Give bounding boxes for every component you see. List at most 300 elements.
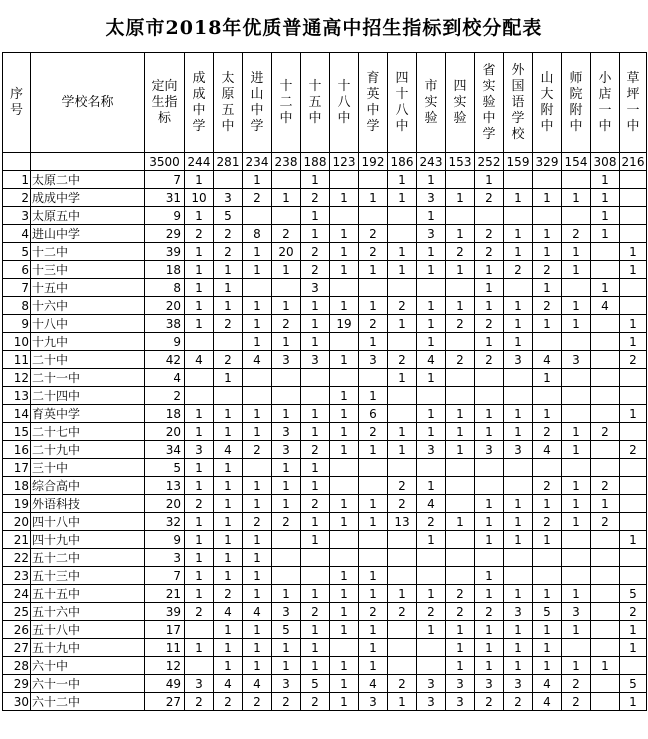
row-cell <box>562 567 591 585</box>
row-cell <box>620 513 647 531</box>
header-school-8: 四十八中 <box>388 53 417 153</box>
row-cell: 1 <box>243 621 272 639</box>
row-cell <box>533 333 562 351</box>
table-row <box>3 315 647 333</box>
row-cell: 1 <box>330 225 359 243</box>
row-cell: 1 <box>301 225 330 243</box>
row-cell: 1 <box>591 225 620 243</box>
row-seq: 8 <box>3 297 31 315</box>
row-cell: 1 <box>185 477 214 495</box>
row-cell <box>330 477 359 495</box>
row-cell <box>620 387 647 405</box>
row-cell: 2 <box>272 693 301 711</box>
row-cell: 1 <box>185 243 214 261</box>
row-cell: 3 <box>272 675 301 693</box>
row-cell <box>243 459 272 477</box>
row-cell <box>620 171 647 189</box>
row-cell: 1 <box>533 495 562 513</box>
header-school-16: 草坪一中 <box>620 53 647 153</box>
row-cell <box>591 441 620 459</box>
row-cell <box>446 207 475 225</box>
row-cell <box>330 171 359 189</box>
row-cell: 1 <box>475 297 504 315</box>
row-cell: 2 <box>417 513 446 531</box>
row-cell: 2 <box>214 243 243 261</box>
row-cell: 1 <box>446 657 475 675</box>
row-cell: 1 <box>562 585 591 603</box>
row-cell: 1 <box>562 261 591 279</box>
row-cell <box>591 567 620 585</box>
row-cell <box>330 279 359 297</box>
row-cell <box>330 639 359 657</box>
row-school-name: 六十中 <box>31 657 145 675</box>
row-cell: 1 <box>301 423 330 441</box>
row-cell: 1 <box>301 315 330 333</box>
row-cell: 3 <box>272 441 301 459</box>
row-cell: 2 <box>214 351 243 369</box>
row-cell: 1 <box>417 369 446 387</box>
row-cell: 3 <box>417 675 446 693</box>
row-cell <box>330 459 359 477</box>
row-cell: 1 <box>446 513 475 531</box>
row-cell <box>591 405 620 423</box>
row-cell: 4 <box>533 351 562 369</box>
row-cell <box>301 567 330 585</box>
row-cell <box>446 279 475 297</box>
row-cell: 2 <box>446 351 475 369</box>
row-cell: 2 <box>562 225 591 243</box>
row-cell <box>475 387 504 405</box>
row-cell <box>562 279 591 297</box>
row-cell: 2 <box>475 189 504 207</box>
row-cell: 1 <box>185 423 214 441</box>
row-cell: 1 <box>417 585 446 603</box>
row-cell: 1 <box>562 423 591 441</box>
row-school-name: 五十三中 <box>31 567 145 585</box>
row-school-name: 六十一中 <box>31 675 145 693</box>
row-cell: 1 <box>214 405 243 423</box>
row-cell: 1 <box>359 387 388 405</box>
row-cell: 2 <box>475 315 504 333</box>
row-school-name: 十二中 <box>31 243 145 261</box>
row-cell: 1 <box>330 351 359 369</box>
row-school-name: 太原五中 <box>31 207 145 225</box>
row-cell: 1 <box>301 477 330 495</box>
total-school-1: 244 <box>185 153 214 171</box>
row-cell <box>591 531 620 549</box>
row-cell: 1 <box>243 405 272 423</box>
row-cell <box>388 567 417 585</box>
row-cell: 1 <box>330 297 359 315</box>
row-cell: 1 <box>359 567 388 585</box>
row-cell: 1 <box>330 675 359 693</box>
row-quota: 29 <box>145 225 185 243</box>
row-seq: 14 <box>3 405 31 423</box>
row-cell: 1 <box>272 261 301 279</box>
row-cell: 2 <box>359 423 388 441</box>
row-cell: 2 <box>388 675 417 693</box>
row-cell: 1 <box>504 621 533 639</box>
total-school-9: 243 <box>417 153 446 171</box>
row-cell: 1 <box>417 261 446 279</box>
row-cell: 1 <box>388 315 417 333</box>
header-school-3: 进山中学 <box>243 53 272 153</box>
row-cell: 1 <box>562 441 591 459</box>
row-cell: 1 <box>330 621 359 639</box>
row-cell: 1 <box>504 657 533 675</box>
row-cell: 1 <box>475 171 504 189</box>
row-quota: 2 <box>145 387 185 405</box>
row-cell: 1 <box>214 639 243 657</box>
row-cell: 3 <box>272 351 301 369</box>
row-cell: 2 <box>591 477 620 495</box>
table-row <box>3 621 647 639</box>
row-cell: 1 <box>446 261 475 279</box>
row-cell: 1 <box>330 693 359 711</box>
row-cell: 1 <box>301 621 330 639</box>
row-cell <box>417 639 446 657</box>
row-cell: 8 <box>243 225 272 243</box>
row-cell <box>562 639 591 657</box>
row-cell <box>359 171 388 189</box>
row-cell: 1 <box>533 189 562 207</box>
page-title: 太原市2018年优质普通高中招生指标到校分配表 <box>105 16 543 39</box>
row-school-name: 十五中 <box>31 279 145 297</box>
row-cell <box>591 459 620 477</box>
row-cell: 1 <box>272 405 301 423</box>
row-quota: 34 <box>145 441 185 459</box>
table-row <box>3 405 647 423</box>
totals-blank <box>3 153 31 171</box>
row-cell: 2 <box>504 693 533 711</box>
row-cell <box>446 369 475 387</box>
row-cell: 1 <box>243 531 272 549</box>
row-cell: 1 <box>214 567 243 585</box>
row-cell: 1 <box>533 369 562 387</box>
row-cell <box>185 657 214 675</box>
row-cell: 1 <box>388 423 417 441</box>
row-school-name: 十三中 <box>31 261 145 279</box>
row-cell <box>446 171 475 189</box>
row-cell: 1 <box>388 585 417 603</box>
row-cell <box>359 531 388 549</box>
row-cell <box>417 549 446 567</box>
row-cell <box>562 369 591 387</box>
row-cell: 20 <box>272 243 301 261</box>
row-school-name: 育英中学 <box>31 405 145 423</box>
row-cell <box>562 387 591 405</box>
row-cell: 1 <box>330 657 359 675</box>
row-cell: 10 <box>185 189 214 207</box>
row-cell: 2 <box>417 603 446 621</box>
row-quota: 7 <box>145 567 185 585</box>
row-cell: 2 <box>533 297 562 315</box>
row-cell <box>243 279 272 297</box>
row-cell <box>620 225 647 243</box>
row-cell: 1 <box>533 243 562 261</box>
row-cell: 1 <box>475 405 504 423</box>
allocation-table <box>2 52 647 711</box>
row-cell: 1 <box>330 441 359 459</box>
row-cell <box>562 333 591 351</box>
row-school-name: 十六中 <box>31 297 145 315</box>
row-cell: 1 <box>591 189 620 207</box>
row-cell: 1 <box>243 639 272 657</box>
row-cell: 1 <box>475 657 504 675</box>
row-cell: 1 <box>301 207 330 225</box>
row-cell <box>446 567 475 585</box>
row-cell <box>562 531 591 549</box>
row-cell: 1 <box>417 297 446 315</box>
row-cell: 1 <box>185 513 214 531</box>
header-school-6: 十八中 <box>330 53 359 153</box>
row-cell: 1 <box>620 315 647 333</box>
row-cell: 1 <box>301 639 330 657</box>
row-cell: 1 <box>388 189 417 207</box>
row-cell: 1 <box>214 549 243 567</box>
row-cell: 1 <box>330 189 359 207</box>
row-seq: 3 <box>3 207 31 225</box>
row-cell: 1 <box>504 639 533 657</box>
row-seq: 5 <box>3 243 31 261</box>
table-row <box>3 477 647 495</box>
row-cell: 1 <box>243 297 272 315</box>
row-cell: 1 <box>591 207 620 225</box>
row-cell: 3 <box>504 441 533 459</box>
row-cell <box>504 279 533 297</box>
row-cell: 2 <box>272 225 301 243</box>
row-cell: 2 <box>475 243 504 261</box>
row-cell <box>243 207 272 225</box>
row-quota: 20 <box>145 297 185 315</box>
row-cell: 2 <box>301 243 330 261</box>
row-cell: 2 <box>301 495 330 513</box>
row-cell: 2 <box>388 603 417 621</box>
row-cell <box>504 369 533 387</box>
total-school-15: 308 <box>591 153 620 171</box>
row-cell <box>417 459 446 477</box>
row-cell <box>620 567 647 585</box>
row-cell <box>388 639 417 657</box>
row-cell: 1 <box>301 531 330 549</box>
row-cell <box>359 207 388 225</box>
table-row <box>3 351 647 369</box>
row-cell: 5 <box>301 675 330 693</box>
row-cell <box>504 549 533 567</box>
row-cell: 1 <box>272 333 301 351</box>
row-cell: 1 <box>533 225 562 243</box>
row-cell: 2 <box>301 603 330 621</box>
header-school-1: 成成中学 <box>185 53 214 153</box>
row-quota: 12 <box>145 657 185 675</box>
row-cell: 2 <box>243 441 272 459</box>
row-cell: 2 <box>504 261 533 279</box>
row-quota: 20 <box>145 495 185 513</box>
row-cell <box>272 369 301 387</box>
row-cell: 1 <box>504 225 533 243</box>
row-cell: 2 <box>388 297 417 315</box>
row-cell: 1 <box>330 387 359 405</box>
total-school-2: 281 <box>214 153 243 171</box>
row-cell <box>417 279 446 297</box>
row-school-name: 太原二中 <box>31 171 145 189</box>
row-cell <box>504 477 533 495</box>
row-cell: 1 <box>475 513 504 531</box>
row-cell: 2 <box>243 189 272 207</box>
row-seq: 13 <box>3 387 31 405</box>
row-quota: 3 <box>145 549 185 567</box>
row-seq: 4 <box>3 225 31 243</box>
row-cell <box>388 657 417 675</box>
row-school-name: 十九中 <box>31 333 145 351</box>
row-cell: 1 <box>243 495 272 513</box>
row-cell <box>620 279 647 297</box>
row-cell: 1 <box>359 189 388 207</box>
row-seq: 19 <box>3 495 31 513</box>
row-cell: 1 <box>562 477 591 495</box>
row-cell <box>620 369 647 387</box>
row-cell <box>533 567 562 585</box>
table-row <box>3 459 647 477</box>
row-seq: 20 <box>3 513 31 531</box>
table-row <box>3 495 647 513</box>
row-cell <box>446 531 475 549</box>
table-row <box>3 387 647 405</box>
row-cell <box>359 279 388 297</box>
row-cell: 1 <box>504 531 533 549</box>
row-cell <box>446 333 475 351</box>
table-row <box>3 261 647 279</box>
row-cell: 4 <box>243 675 272 693</box>
row-cell: 3 <box>417 693 446 711</box>
row-seq: 2 <box>3 189 31 207</box>
row-quota: 13 <box>145 477 185 495</box>
row-cell: 1 <box>475 531 504 549</box>
header-school-15: 小店一中 <box>591 53 620 153</box>
row-cell: 1 <box>214 513 243 531</box>
row-cell <box>185 369 214 387</box>
row-seq: 26 <box>3 621 31 639</box>
row-cell: 1 <box>301 405 330 423</box>
row-cell <box>562 549 591 567</box>
row-cell: 2 <box>214 693 243 711</box>
row-cell: 2 <box>243 693 272 711</box>
row-cell: 5 <box>533 603 562 621</box>
row-school-name: 四十九中 <box>31 531 145 549</box>
header-quota: 定向生指标 <box>145 53 185 153</box>
row-cell <box>185 621 214 639</box>
row-school-name: 二十七中 <box>31 423 145 441</box>
row-cell: 1 <box>330 513 359 531</box>
row-cell: 1 <box>359 333 388 351</box>
row-cell: 1 <box>620 531 647 549</box>
table-row <box>3 513 647 531</box>
total-school-6: 123 <box>330 153 359 171</box>
row-seq: 17 <box>3 459 31 477</box>
total-school-7: 192 <box>359 153 388 171</box>
row-cell: 2 <box>562 675 591 693</box>
row-cell <box>591 387 620 405</box>
row-cell <box>446 549 475 567</box>
row-school-name: 五十九中 <box>31 639 145 657</box>
row-cell: 1 <box>301 171 330 189</box>
row-cell: 19 <box>330 315 359 333</box>
row-cell <box>620 297 647 315</box>
table-row <box>3 297 647 315</box>
row-seq: 9 <box>3 315 31 333</box>
row-cell <box>272 171 301 189</box>
row-cell: 1 <box>562 495 591 513</box>
row-cell <box>475 549 504 567</box>
row-cell <box>591 693 620 711</box>
table-row <box>3 369 647 387</box>
row-cell: 2 <box>301 189 330 207</box>
row-cell: 1 <box>446 189 475 207</box>
row-school-name: 三十中 <box>31 459 145 477</box>
header-row <box>3 53 647 153</box>
row-cell: 4 <box>417 495 446 513</box>
total-school-16: 216 <box>620 153 647 171</box>
row-cell: 1 <box>272 585 301 603</box>
row-cell: 2 <box>388 495 417 513</box>
row-cell: 1 <box>417 333 446 351</box>
total-school-10: 153 <box>446 153 475 171</box>
row-cell: 1 <box>446 639 475 657</box>
row-cell <box>301 387 330 405</box>
row-cell: 1 <box>243 657 272 675</box>
row-quota: 42 <box>145 351 185 369</box>
row-cell: 1 <box>417 477 446 495</box>
table-row <box>3 423 647 441</box>
row-cell: 1 <box>475 333 504 351</box>
row-cell <box>591 261 620 279</box>
table-row <box>3 549 647 567</box>
row-cell <box>330 369 359 387</box>
row-seq: 10 <box>3 333 31 351</box>
row-cell <box>620 495 647 513</box>
row-seq: 21 <box>3 531 31 549</box>
row-cell: 2 <box>214 225 243 243</box>
header-school-11: 省实验中学 <box>475 53 504 153</box>
table-row <box>3 603 647 621</box>
row-quota: 9 <box>145 333 185 351</box>
row-cell <box>359 459 388 477</box>
row-school-name: 综合高中 <box>31 477 145 495</box>
row-school-name: 二十一中 <box>31 369 145 387</box>
row-cell: 4 <box>214 603 243 621</box>
row-seq: 22 <box>3 549 31 567</box>
row-cell: 2 <box>185 495 214 513</box>
table-row <box>3 225 647 243</box>
row-cell: 1 <box>185 297 214 315</box>
row-cell: 1 <box>446 441 475 459</box>
row-cell <box>272 531 301 549</box>
row-cell <box>504 207 533 225</box>
row-cell: 1 <box>243 171 272 189</box>
row-seq: 28 <box>3 657 31 675</box>
row-cell: 3 <box>504 351 533 369</box>
row-cell <box>591 333 620 351</box>
row-cell <box>504 387 533 405</box>
row-cell <box>330 207 359 225</box>
row-school-name: 二十四中 <box>31 387 145 405</box>
row-cell: 1 <box>330 495 359 513</box>
row-cell: 1 <box>388 261 417 279</box>
row-cell: 3 <box>417 441 446 459</box>
row-quota: 39 <box>145 603 185 621</box>
row-cell <box>620 189 647 207</box>
row-cell <box>388 405 417 423</box>
